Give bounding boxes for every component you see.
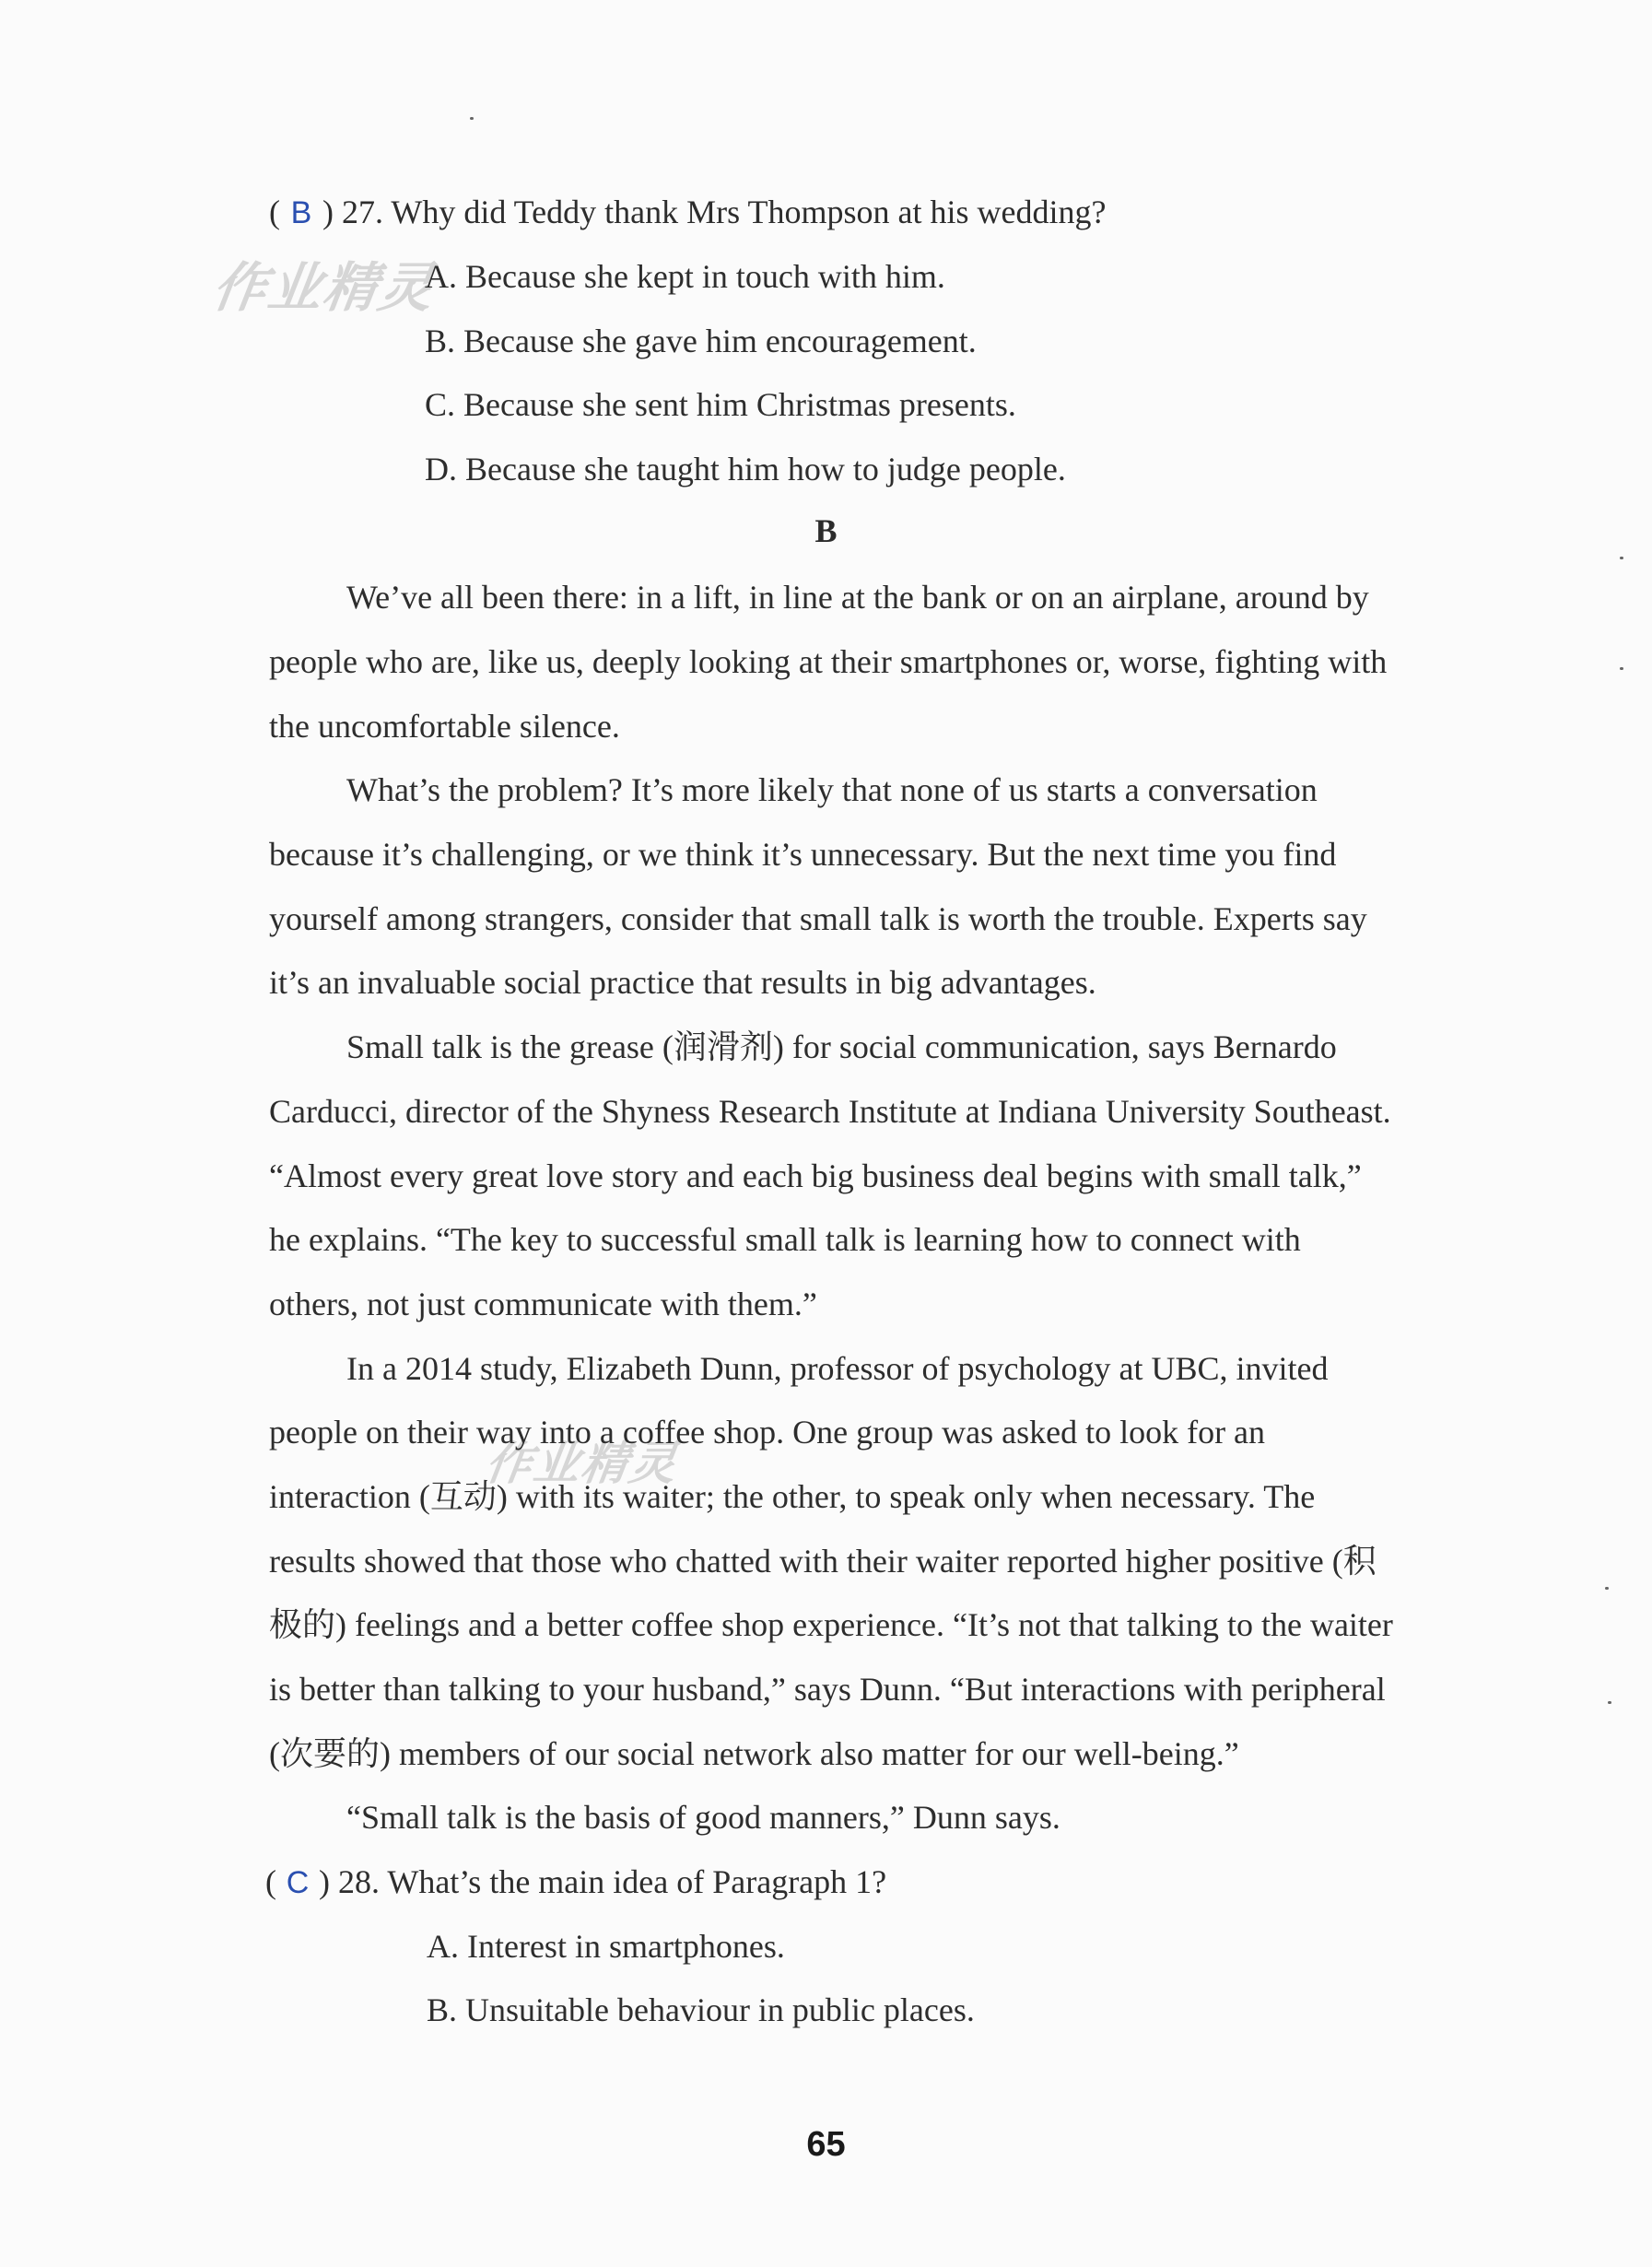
question-28-text: 28. What’s the main idea of Paragraph 1? bbox=[338, 1863, 887, 1900]
passage-line: Carducci, director of the Shyness Research Institute at Indiana University Southeast. bbox=[269, 1093, 1391, 1130]
answer-paren-open: ( bbox=[269, 194, 280, 230]
question-27-text: 27. Why did Teddy thank Mrs Thompson at his wedding? bbox=[342, 194, 1107, 230]
answer-paren-open: ( bbox=[265, 1863, 276, 1900]
page-number: 65 bbox=[806, 2125, 846, 2164]
passage-line: he explains. “The key to successful small talk is learning how to connect with bbox=[269, 1221, 1301, 1258]
scan-speck bbox=[1605, 1587, 1609, 1590]
question-28 bbox=[265, 1865, 886, 1898]
scan-speck bbox=[1608, 1701, 1611, 1704]
passage-line: people who are, like us, deeply looking at their smartphones or, worse, fighting with bbox=[269, 643, 1388, 680]
scan-speck bbox=[470, 117, 474, 120]
passage-line: interaction (互动) with its waiter; the other, to speak only when necessary. The bbox=[269, 1478, 1316, 1515]
passage-line: Small talk is the grease (润滑剂) for social communication, says Bernardo bbox=[346, 1028, 1337, 1065]
passage-line: 极的) feelings and a better coffee shop experience. “It’s not that talking to the waiter bbox=[269, 1606, 1393, 1643]
answer-28: C bbox=[286, 1865, 310, 1900]
passage-line: is better than talking to your husband,” says Dunn. “But interactions with peripheral bbox=[269, 1671, 1386, 1708]
question-27 bbox=[269, 195, 1106, 229]
passage-line: the uncomfortable silence. bbox=[269, 708, 620, 745]
q27-option-d: D. Because she taught him how to judge people. bbox=[425, 451, 1066, 487]
passage-line: results showed that those who chatted with their waiter reported higher positive (积 bbox=[269, 1543, 1377, 1580]
answer-paren-close: ) bbox=[322, 194, 334, 230]
passage-line: because it’s challenging, or we think it’s unnecessary. But the next time you find bbox=[269, 836, 1337, 873]
q27-option-a: A. Because she kept in touch with him. bbox=[425, 258, 945, 295]
q27-option-c: C. Because she sent him Christmas presents. bbox=[425, 386, 1016, 423]
passage-line: “Small talk is the basis of good manners,” Dunn says. bbox=[346, 1799, 1060, 1836]
passage-line: (次要的) members of our social network also matter for our well-being.” bbox=[269, 1735, 1239, 1772]
scan-speck bbox=[1620, 667, 1623, 670]
answer-paren-close: ) bbox=[319, 1863, 330, 1900]
q28-option-b: B. Unsuitable behaviour in public places. bbox=[427, 1991, 975, 2028]
passage-line: yourself among strangers, consider that small talk is worth the trouble. Experts say bbox=[269, 900, 1367, 937]
q28-option-a: A. Interest in smartphones. bbox=[427, 1928, 785, 1965]
watermark-middle: 作业精灵 bbox=[482, 1437, 682, 1490]
answer-27: B bbox=[290, 195, 312, 230]
passage-line: We’ve all been there: in a lift, in line at the bank or on an airplane, around by bbox=[346, 579, 1369, 616]
passage-line: What’s the problem? It’s more likely that none of us starts a conversation bbox=[346, 771, 1318, 808]
passage-line: In a 2014 study, Elizabeth Dunn, professor of psychology at UBC, invited bbox=[346, 1350, 1329, 1387]
passage-line: it’s an invaluable social practice that results in big advantages. bbox=[269, 964, 1096, 1001]
section-label: B bbox=[814, 512, 838, 549]
q27-option-b: B. Because she gave him encouragement. bbox=[425, 323, 977, 359]
passage-line: others, not just communicate with them.” bbox=[269, 1286, 817, 1322]
passage-line: people on their way into a coffee shop. One group was asked to look for an bbox=[269, 1414, 1266, 1451]
watermark-top: 作业精灵 bbox=[208, 256, 439, 319]
passage-line: “Almost every great love story and each big business deal begins with small talk,” bbox=[269, 1157, 1362, 1194]
scan-speck bbox=[1620, 557, 1623, 559]
